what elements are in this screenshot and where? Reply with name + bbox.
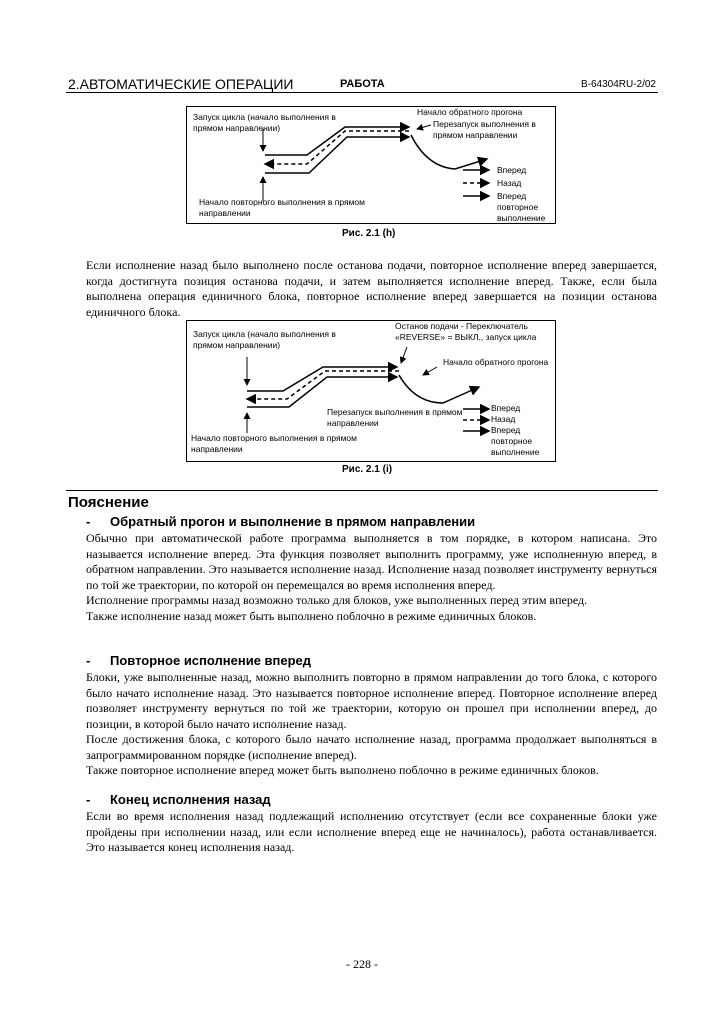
legend-forward: Вперед: [497, 165, 527, 175]
subsection-title-1: - Обратный прогон и выполнение в прямом направлении: [86, 514, 476, 529]
label-restart: Перезапуск выполнения в прямом направлении: [327, 407, 463, 428]
legend-retrace: Вперед повторное выполнение: [491, 425, 540, 457]
legend-backward: Назад: [497, 178, 522, 188]
document-code: B-64304RU-2/02: [580, 79, 656, 90]
label-restart: Перезапуск выполнения в прямом направлении: [433, 119, 536, 140]
label-feedhold: Останов подачи - Переключатель «REVERSE» = ВЫКЛ., запуск цикла: [395, 321, 537, 342]
page-number: - 228 -: [346, 957, 378, 971]
label-cycle-start: Запуск цикла (начало выполнения в прямом направлении): [193, 329, 336, 350]
label-reverse-start: Начало обратного прогона: [443, 357, 549, 367]
figure-h-caption: Рис. 2.1 (h): [342, 228, 396, 239]
legend-retrace: Вперед повторное выполнение: [497, 191, 546, 223]
subsection-1-body: Обычно при автоматической работе программа выполняется в том порядке, в котором написана. Это называется исполнение вперед. Эта функция позволяет выполнить программу, уже исполненную вперед, в обратном направлении. Это называется исполнение назад. Исполнение назад позволяет инструменту вернуться по той же траектории, по которой он перемещался во время исполнения вперед. Исполнение программы назад возможно только для блоков, уже выполненных перед этим вперед. Также исполнение назад может быть выполнено поблочно в режиме единичных блоков.: [86, 531, 657, 623]
label-reverse-start: Начало обратного прогона: [417, 107, 523, 117]
label-retrace-start: Начало повторного выполнения в прямом направлении: [199, 197, 365, 218]
subsection-3-body: Если во время исполнения назад подлежащий исполнению отсутствует (если все сохраненные блоки уже пройдены при исполнении назад, или если исполнение вперед еще не начиналось), работа останавливается. Это называется конец исполнения назад.: [86, 809, 657, 854]
subsection-title-3: - Конец исполнения назад: [86, 792, 271, 807]
chapter-title: 2.АВТОМАТИЧЕСКИЕ ОПЕРАЦИИ: [68, 76, 294, 92]
label-retrace-start: Начало повторного выполнения в прямом направлении: [191, 433, 357, 454]
header-rule: [66, 92, 658, 93]
reverse-curve: [399, 375, 479, 403]
backward-path: [247, 371, 399, 399]
paragraph-1: Если исполнение назад было выполнено после останова подачи, повторное исполнение вперед завершается, когда достигнута позиция останова подачи, и затем выполняется исполнение вперед. Также, если была выполнена операция единичного блока, повторное исполнение вперед завершается на позиции останова единичного блока.: [86, 258, 657, 319]
figure-i-caption: Рис. 2.1 (i): [342, 464, 393, 475]
figure-i: [186, 320, 556, 462]
label-cycle-start: Запуск цикла (начало выполнения в прямом направлении): [193, 112, 336, 133]
subsection-title-2: - Повторное исполнение вперед: [86, 653, 312, 668]
section-rule: [66, 490, 658, 491]
explanation-title: Пояснение: [68, 494, 149, 511]
legend-backward: Назад: [491, 414, 516, 424]
legend-forward: Вперед: [491, 403, 521, 413]
subsection-2-body: Блоки, уже выполненные назад, можно выполнить повторно в прямом направлении до того блока, с которого было начато исполнение назад. Это называется повторное исполнение вперед. Повторное исполнение вперед позволяет инструменту вернуться по той же траектории, которую он прошел при исполнении вперед, до позиции, в которой было начато исполнение назад. После достижения блока, с которого было начато исполнение назад, программа продолжает выполняться в запрограммированном порядке (исполнение вперед). Также повторное исполнение вперед может быть выполнено поблочно в режиме единичных блоков.: [86, 670, 657, 777]
retrace-path: [247, 377, 397, 407]
section-title: РАБОТА: [340, 78, 385, 90]
figure-h: [186, 106, 556, 224]
